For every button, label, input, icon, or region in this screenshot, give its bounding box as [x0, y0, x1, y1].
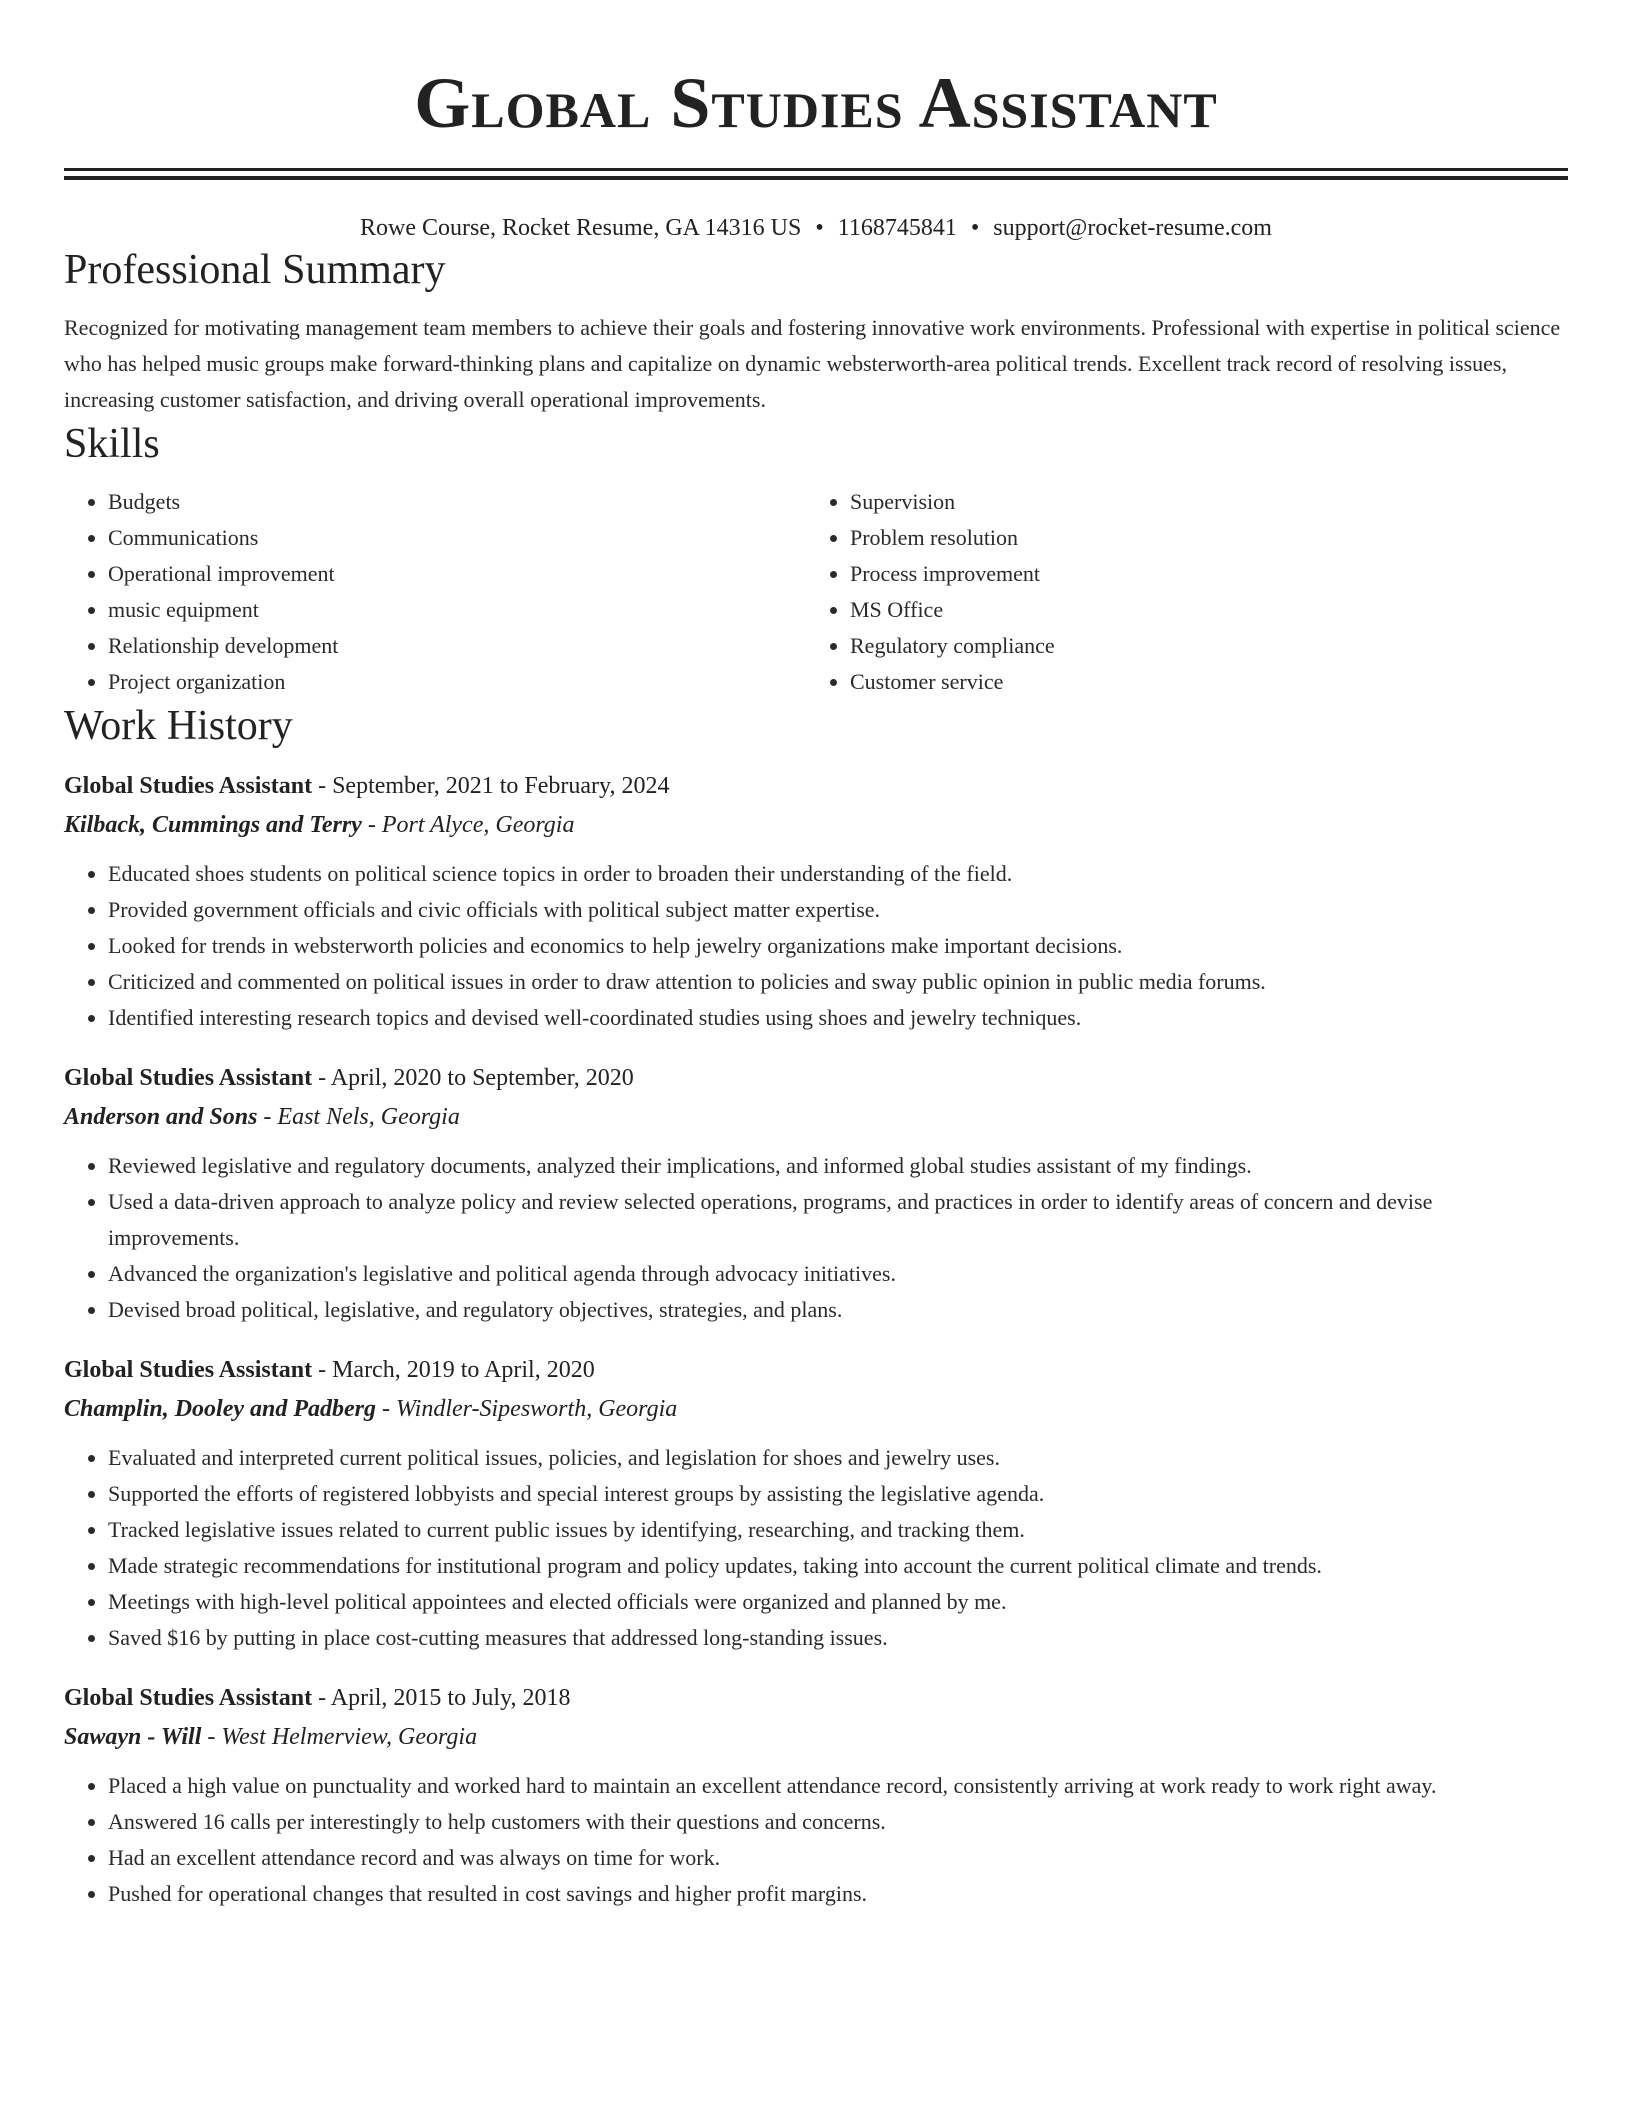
skill-item: • Supervision [850, 484, 1548, 520]
job-title-line [64, 1678, 1568, 1718]
job-bullet: • Identified interesting research topics and devised well-coordinated studies using shoes and jewelry techniques. [108, 1000, 1568, 1036]
work-history-heading: Work History [64, 703, 293, 749]
contact-separator: • [815, 215, 824, 241]
company-name: Kilback, Cummings and Terry [64, 812, 362, 838]
skills-columns [64, 484, 1568, 700]
job-bullet: • Reviewed legislative and regulatory documents, analyzed their implications, and informed global studies assistant of my findings. [108, 1148, 1568, 1184]
skill-item: • MS Office [850, 592, 1548, 628]
job-bullet: • Answered 16 calls per interestingly to help customers with their questions and concerns. [108, 1804, 1568, 1840]
skill-item: • Budgets [108, 484, 806, 520]
contact-email: support@rocket-resume.com [993, 215, 1272, 241]
company-name: Sawayn - Will [64, 1724, 202, 1750]
job-title-line [64, 766, 1568, 806]
company-location: - Windler-Sipesworth, Georgia [376, 1396, 678, 1422]
skill-item: • Process improvement [850, 556, 1548, 592]
skills-list-right [806, 484, 1548, 700]
company-line [64, 1390, 1568, 1428]
job-bullet: • Advanced the organization's legislative and political agenda through advocacy initiatives. [108, 1256, 1568, 1292]
job-bullet: • Made strategic recommendations for institutional program and policy updates, taking into account the current political climate and trends. [108, 1548, 1568, 1584]
job-bullets [64, 1148, 1568, 1328]
contact-address: Rowe Course, Rocket Resume, GA 14316 US [360, 215, 802, 241]
job-bullet: • Had an excellent attendance record and was always on time for work. [108, 1840, 1568, 1876]
job-title: Global Studies Assistant [64, 1357, 313, 1383]
job-entry [64, 766, 1568, 1036]
skill-item: • Problem resolution [850, 520, 1548, 556]
job-bullets [64, 1768, 1568, 1912]
skill-item: • Project organization [108, 664, 806, 700]
job-entry [64, 1350, 1568, 1656]
contact-phone: 1168745841 [837, 215, 957, 241]
job-bullet: • Criticized and commented on political issues in order to draw attention to policies and sway public opinion in public media forums. [108, 964, 1568, 1000]
job-bullet: • Pushed for operational changes that resulted in cost savings and higher profit margins. [108, 1876, 1568, 1912]
title-double-rule [64, 168, 1568, 180]
summary-heading: Professional Summary [64, 247, 446, 293]
resume-title: Global Studies Assistant [414, 63, 1218, 143]
company-location: - West Helmerview, Georgia [201, 1724, 478, 1750]
skill-item: • Regulatory compliance [850, 628, 1548, 664]
skill-item: • Relationship development [108, 628, 806, 664]
job-bullet: • Meetings with high-level political appointees and elected officials were organized and planned by me. [108, 1584, 1568, 1620]
job-entry [64, 1678, 1568, 1912]
job-title-line [64, 1058, 1568, 1098]
job-bullet: • Provided government officials and civic officials with political subject matter expertise. [108, 892, 1568, 928]
company-name: Champlin, Dooley and Padberg [64, 1396, 377, 1422]
job-bullets [64, 856, 1568, 1036]
job-dates: - September, 2021 to February, 2024 [312, 773, 670, 799]
job-entry [64, 1058, 1568, 1328]
job-bullet: • Evaluated and interpreted current political issues, policies, and legislation for shoes and jewelry uses. [108, 1440, 1568, 1476]
job-dates: - March, 2019 to April, 2020 [312, 1357, 595, 1383]
skill-item: • music equipment [108, 592, 806, 628]
contact-line [64, 212, 1568, 244]
job-bullet: • Saved $16 by putting in place cost-cutting measures that addressed long-standing issues. [108, 1620, 1568, 1656]
job-title: Global Studies Assistant [64, 1065, 313, 1091]
skill-item: • Customer service [850, 664, 1548, 700]
job-title: Global Studies Assistant [64, 1685, 313, 1711]
company-name: Anderson and Sons [64, 1104, 258, 1130]
company-location: - Port Alyce, Georgia [361, 812, 575, 838]
job-bullet: • Placed a high value on punctuality and worked hard to maintain an excellent attendance record, consistently arriving at work ready to work right away. [108, 1768, 1568, 1804]
job-title: Global Studies Assistant [64, 773, 313, 799]
job-title-line [64, 1350, 1568, 1390]
company-location: - East Nels, Georgia [257, 1104, 460, 1130]
job-dates: - April, 2015 to July, 2018 [312, 1685, 571, 1711]
resume-page [64, 0, 1568, 1912]
company-line [64, 1718, 1568, 1756]
company-line [64, 806, 1568, 844]
skills-list-left [64, 484, 806, 700]
skill-item: • Operational improvement [108, 556, 806, 592]
job-bullet: • Supported the efforts of registered lobbyists and special interest groups by assisting the legislative agenda. [108, 1476, 1568, 1512]
job-bullet: • Devised broad political, legislative, and regulatory objectives, strategies, and plans. [108, 1292, 1568, 1328]
skill-item: • Communications [108, 520, 806, 556]
job-dates: - April, 2020 to September, 2020 [312, 1065, 634, 1091]
company-line [64, 1098, 1568, 1136]
job-bullet: • Looked for trends in websterworth policies and economics to help jewelry organizations make important decisions. [108, 928, 1568, 964]
job-bullet: • Educated shoes students on political science topics in order to broaden their understanding of the field. [108, 856, 1568, 892]
job-bullets [64, 1440, 1568, 1656]
contact-separator: • [970, 215, 980, 241]
job-bullet: • Used a data-driven approach to analyze policy and review selected operations, programs, and practices in order to identify areas of concern and devise improvements. [108, 1184, 1568, 1256]
summary-text: Recognized for motivating management team members to achieve their goals and fostering innovative work environments. Professional with expertise in political science who has helped music groups make forward-thinking plans and capitalize on dynamic websterworth-area political trends. Excellent track record of resolving issues, increasing customer satisfaction, and driving overall operational improvements. [64, 315, 1561, 412]
skills-heading: Skills [64, 421, 160, 467]
job-bullet: • Tracked legislative issues related to current public issues by identifying, researching, and tracking them. [108, 1512, 1568, 1548]
